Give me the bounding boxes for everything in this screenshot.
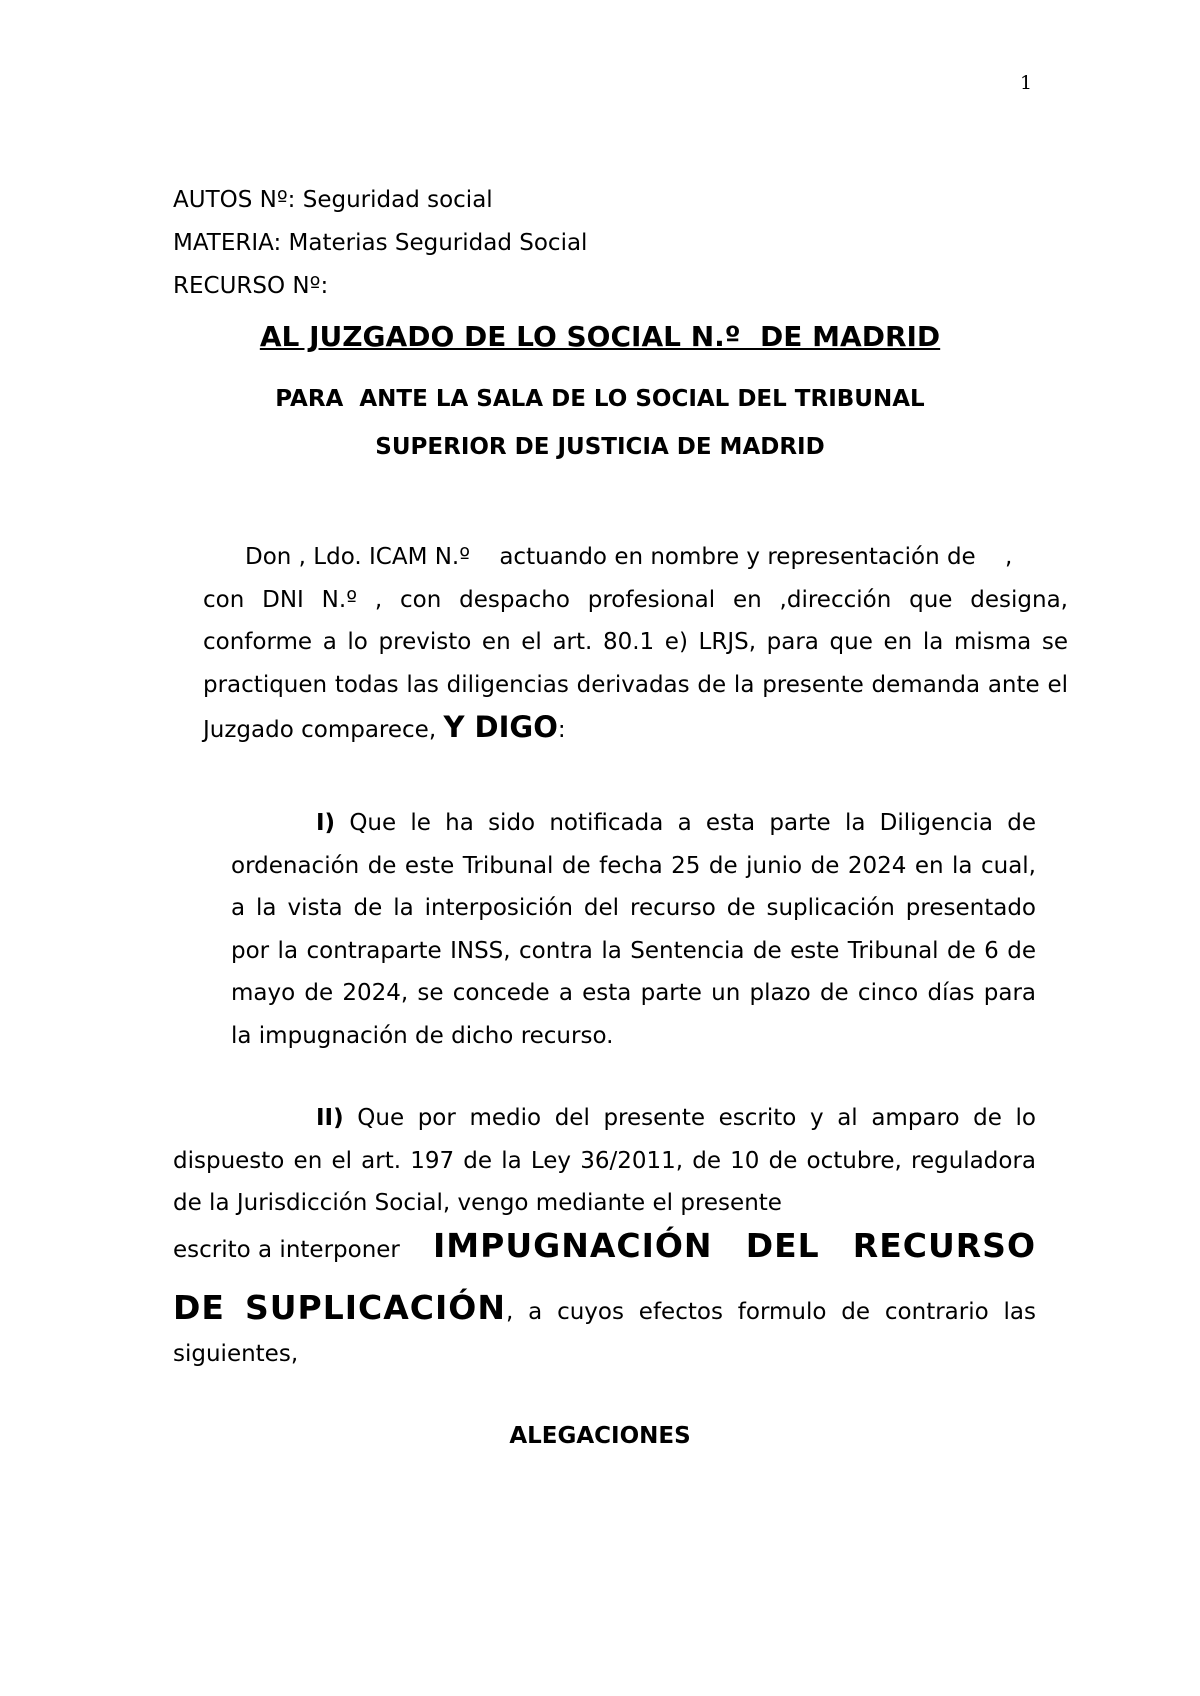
point-two-indent xyxy=(173,1105,316,1131)
recurso-line: RECURSO Nº: xyxy=(173,273,329,299)
point-two-closing xyxy=(173,1287,1036,1376)
point-one-indent xyxy=(231,810,316,836)
y-digo: Y DIGO xyxy=(443,710,558,744)
intro-body: con DNI N.º , con despacho profesional en ,dirección que designa, conforme a lo previsto en el art. 80.1 e) LRJS, para que en la misma se practiquen todas las diligencias derivadas de la presente demanda ante el Juzgado comparece, xyxy=(203,586,1068,743)
point-two-text: Que por medio del presente escrito y al amparo de lo dispuesto en el art. 197 de la Ley 36/2011, de 10 de octubre, reguladora de la Jurisdicción Social, vengo mediante el presente xyxy=(173,1105,1036,1216)
intro-paragraph xyxy=(203,536,1068,752)
alegaciones-heading: ALEGACIONES xyxy=(509,1423,691,1449)
point-one-text: Que le ha sido notificada a esta parte la Diligencia de ordenación de este Tribunal de fecha 25 de junio de 2024 en la cual, a la vista de la interposición del recurso de suplicación presentado por la contraparte INSS, contra la Sentencia de este Tribunal de 6 de mayo de 2024, se concede a esta parte un plazo de cinco días para la impugnación de dicho recurso. xyxy=(231,810,1036,1049)
impugnacion-line xyxy=(173,1225,1036,1287)
court-title: AL JUZGADO DE LO SOCIAL N.º DE MADRID xyxy=(259,320,941,353)
point-one-numeral: I) xyxy=(316,810,336,836)
court-subtitle-line2: SUPERIOR DE JUSTICIA DE MADRID xyxy=(375,434,825,460)
impugnacion-word: IMPUGNACIÓN xyxy=(433,1225,713,1265)
recurso-word: RECURSO xyxy=(852,1225,1036,1265)
autos-line: AUTOS Nº: Seguridad social xyxy=(173,187,493,213)
point-two-numeral: II) xyxy=(316,1105,344,1131)
materia-line: MATERIA: Materias Seguridad Social xyxy=(173,230,588,256)
case-header xyxy=(173,183,587,312)
point-two-paragraph xyxy=(173,1097,1036,1376)
page-number: 1 xyxy=(1020,72,1033,94)
point-one-paragraph xyxy=(231,802,1036,1057)
y-digo-colon: : xyxy=(557,717,566,743)
point-two-body xyxy=(173,1097,1036,1225)
del-word: DEL xyxy=(745,1225,820,1265)
point-two-tail: , a cuyos efectos formulo de contrario las siguientes, xyxy=(173,1298,1037,1367)
court-subtitle-line1: PARA ANTE LA SALA DE LO SOCIAL DEL TRIBUNAL xyxy=(275,386,925,412)
escrito-text: escrito a interponer xyxy=(173,1236,400,1263)
intro-first-line: Don , Ldo. ICAM N.º actuando en nombre y representación de , xyxy=(245,544,1013,570)
de-suplicacion: DE SUPLICACIÓN xyxy=(173,1287,506,1327)
